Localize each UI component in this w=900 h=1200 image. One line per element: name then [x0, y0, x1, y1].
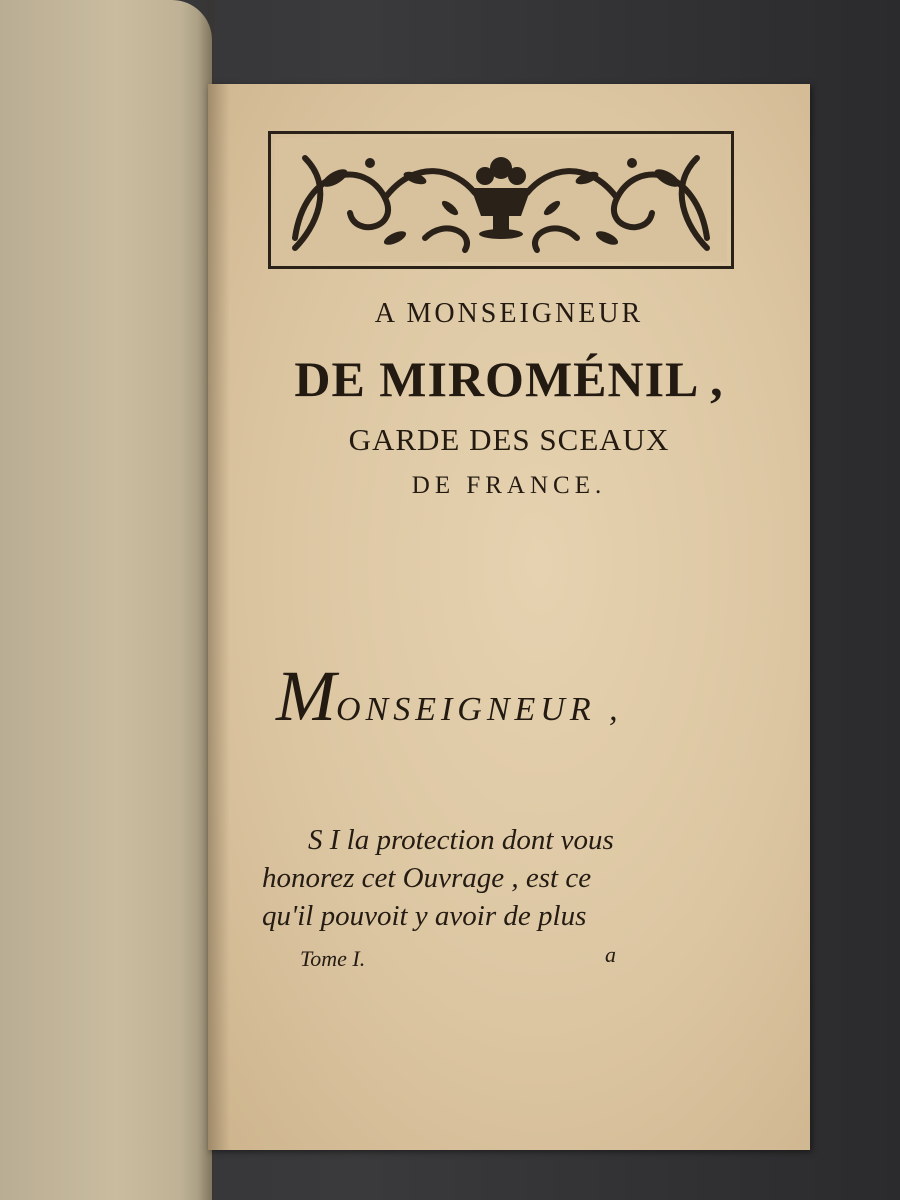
left-page-edge	[0, 0, 212, 1200]
dedication-country: DE FRANCE.	[411, 472, 607, 499]
volume-label: Tome I.	[300, 946, 366, 971]
dedication-line-1: A MONSEIGNEUR	[374, 298, 644, 329]
dedication-title: GARDE DES SCEAUX	[348, 422, 670, 457]
salutation-initial: M	[276, 656, 336, 736]
body-line-1: S I la protection dont vous	[308, 824, 614, 856]
salutation	[276, 655, 623, 738]
gutter-shadow	[208, 84, 230, 1150]
body-line-3: qu'il pouvoit y avoir de plus	[262, 900, 587, 932]
floral-headpiece-icon	[268, 131, 734, 269]
body-line-2: honorez cet Ouvrage , est ce	[262, 862, 592, 894]
dedication-name: DE MIROMÉNIL ,	[294, 351, 724, 407]
salutation-rest: ONSEIGNEUR ,	[335, 691, 623, 728]
signature-mark: a	[605, 942, 616, 967]
